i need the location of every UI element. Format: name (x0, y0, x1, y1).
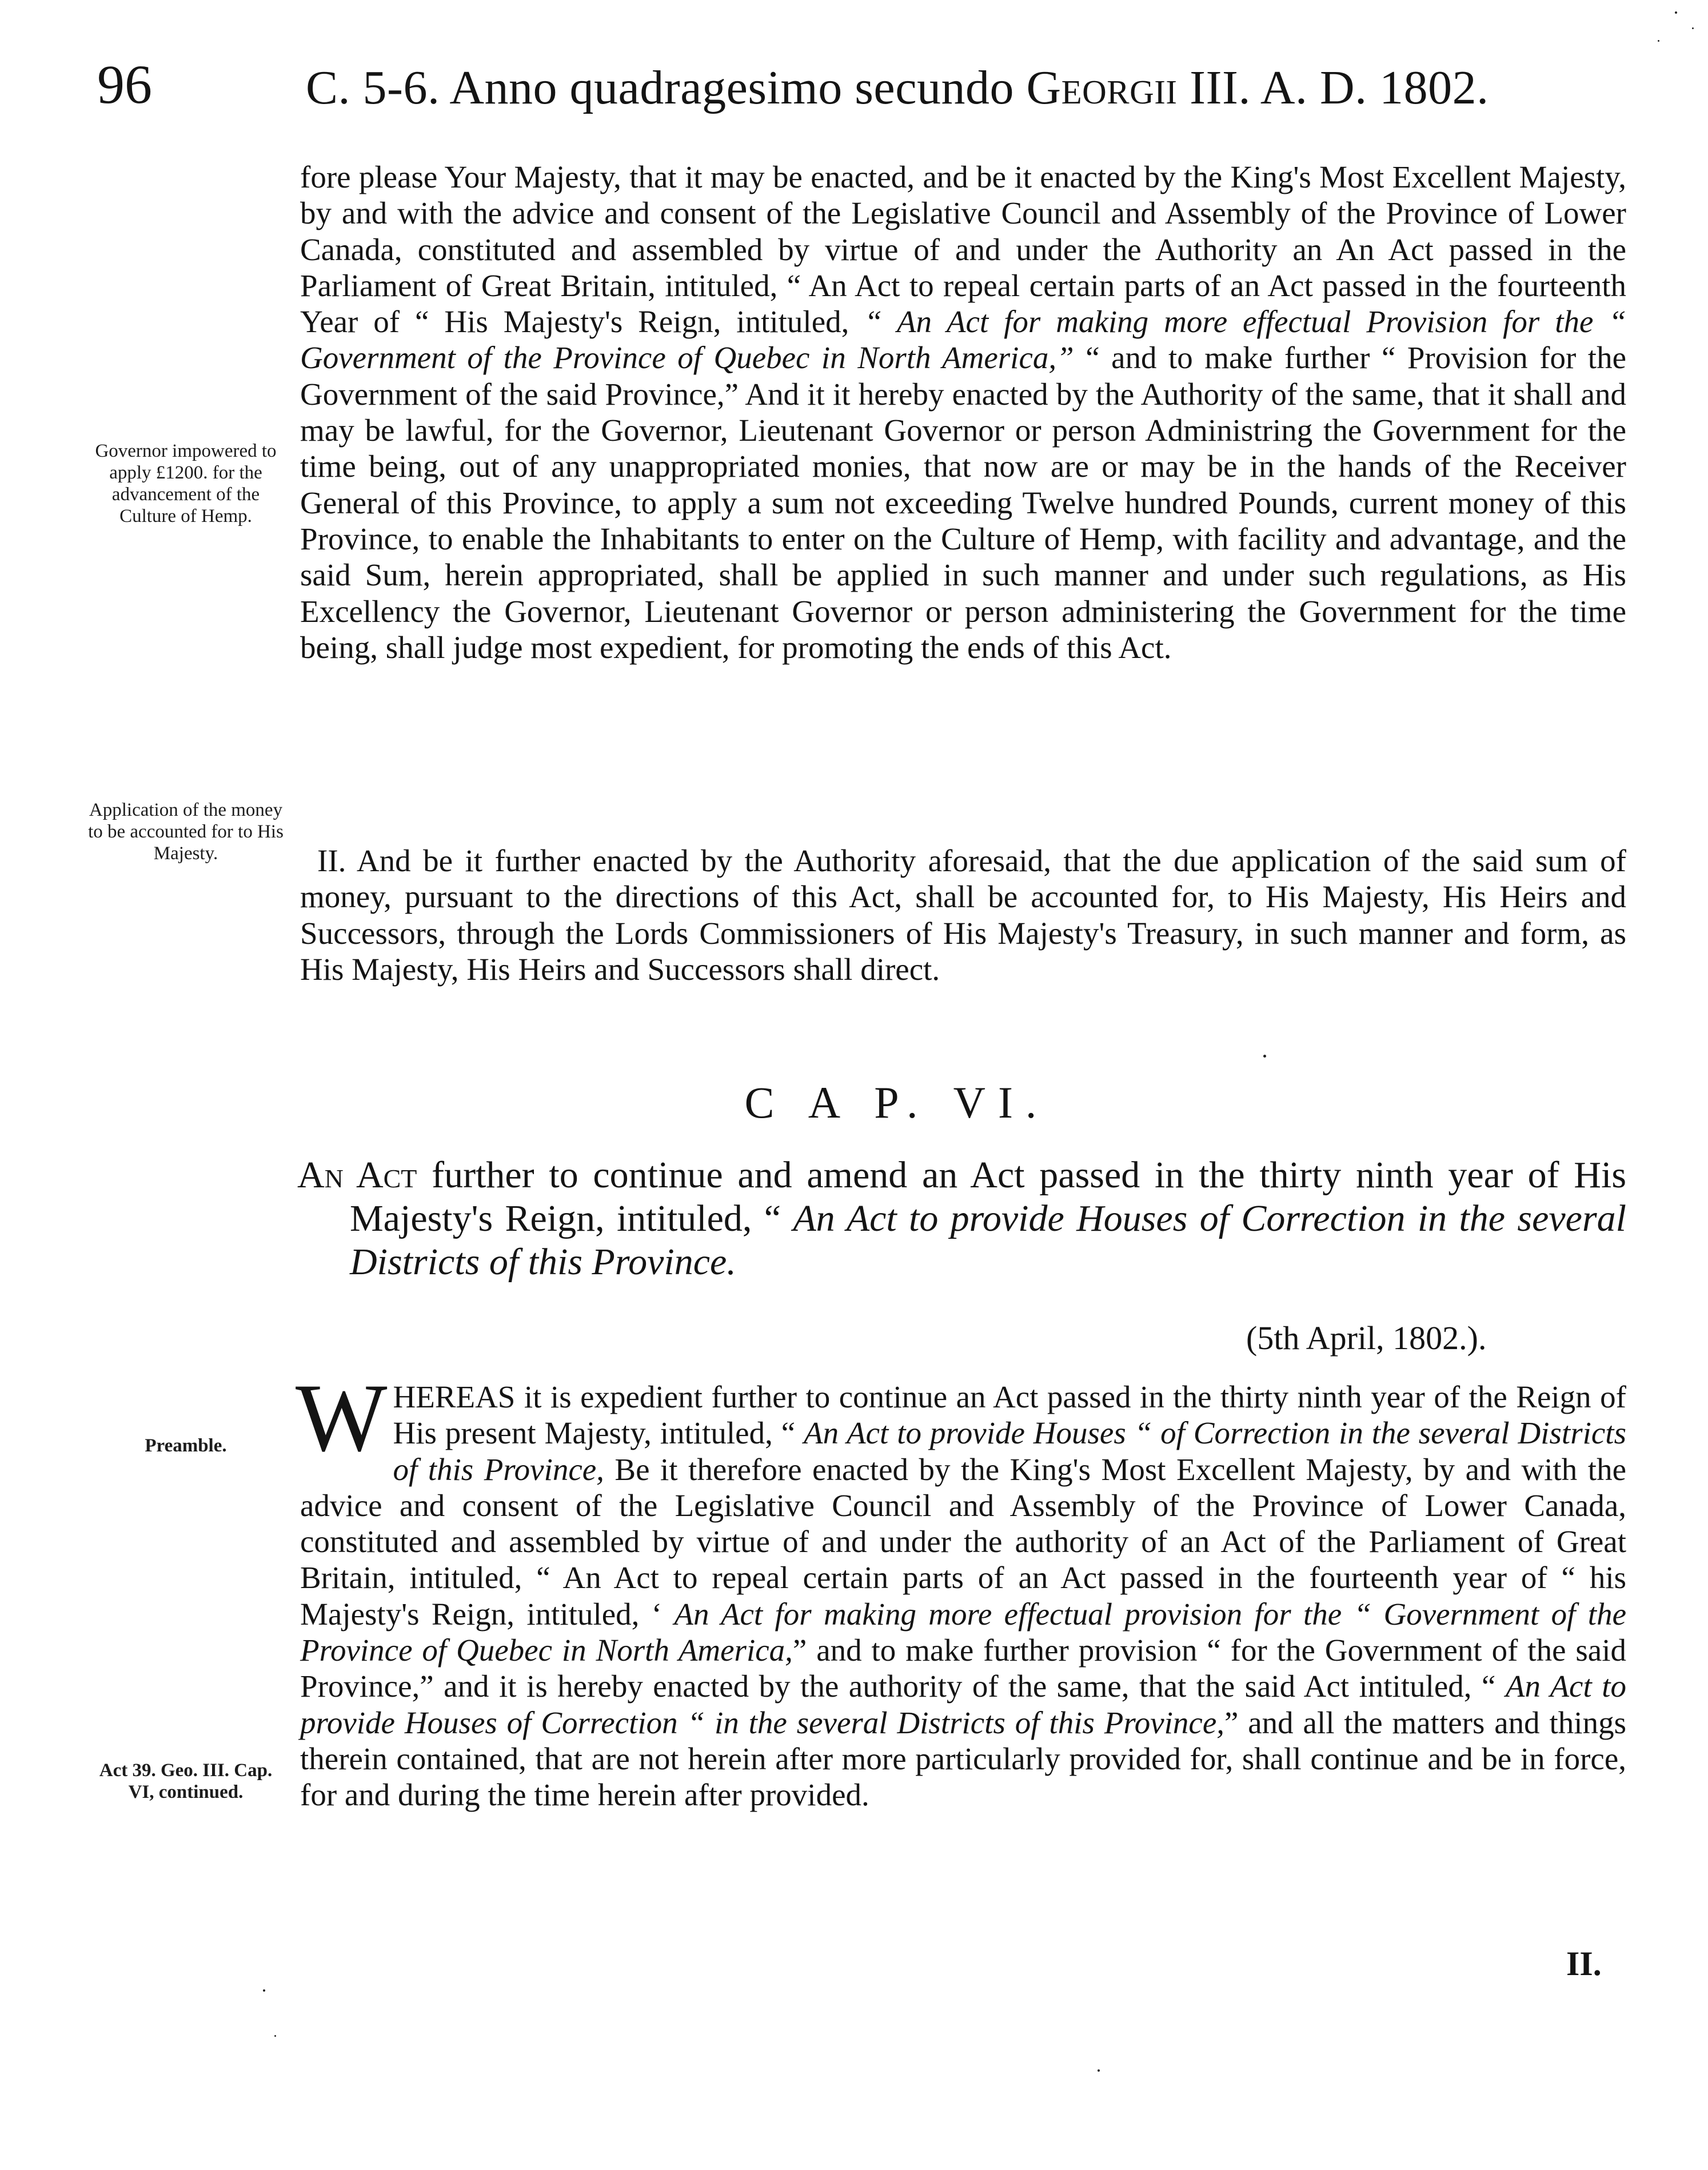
long-title-italic: An Act to provide Houses of Correction in the several Districts of this Province. (350, 1198, 1626, 1283)
side-note-application: Application of the money to be accounted for to His Majesty. (88, 800, 284, 864)
long-title-text: further to continue and amend an Act passed in the thirty ninth year of His Majesty's Reign, intituled, “ (350, 1154, 1626, 1239)
paragraph-3-text-b: Be it therefore enacted by the King's Most Excellent Majesty, by and with the advice and consent of the Legislative Council and Assembly of the Province of Lower Canada, constituted and assembled by virtue of and under the authority of an Act of the Parliament of Great Britain, intituled, “ An Act to repeal certain parts of an Act passed in the fourteenth year of “ his Majesty's Reign, intituled, ‘ (300, 1451, 1626, 1632)
paragraph-2-text: II. And be it further enacted by the Authority aforesaid, that the due application of the said sum of money, pursuant to the directions of this Act, shall be accounted for, to His Majesty, His Heirs and Successors, through the Lords Commissioners of His Majesty's Treasury, in such manner and form, as His Majesty, His Heirs and Successors shall direct. (300, 843, 1626, 987)
print-speck (1692, 27, 1694, 29)
paragraph-3-text-c: ” and to make further provision “ for the Government of the said Province,” and it is hereby enacted by the authority of the same, that the said Act intituled, “ (300, 1633, 1626, 1704)
print-speck (1098, 2069, 1100, 2072)
side-note-governor: Governor impowered to apply £1200. for the advancement of the Culture of Hemp. (95, 441, 277, 526)
paragraph-3-italic-a: An Act to provide Houses “ of Correction in the several Districts of this Province, (393, 1415, 1626, 1487)
running-head (306, 61, 1626, 114)
section-ii-paragraph (300, 843, 1626, 987)
paragraph-1-text: fore please Your Majesty, that it may be enacted, and be it enacted by the King's Most Excellent Majesty, by and with the advice and consent of the Legislative Council and Assembly of the Province of Lower Canada, constituted and assembled by virtue of and under the Authority an An Act passed in the Parliament of Great Britain, intituled, “ An Act to repeal certain parts of an Act passed in the fourteenth Year of “ His Majesty's Reign, intituled, (300, 159, 1626, 340)
side-note-preamble: Preamble. (145, 1435, 227, 1456)
print-speck (1658, 40, 1659, 42)
chapter-heading: C A P. VI. (744, 1078, 1049, 1127)
print-speck (1675, 11, 1677, 14)
act-long-title (297, 1154, 1626, 1284)
enacting-paragraph (300, 159, 1626, 665)
paragraph-3-italic-b: An Act for making more effectual provision for the “ Government of the Province of Quebec in North America, (300, 1596, 1627, 1668)
running-head-prefix: C. 5-6. Anno quadragesimo secundo (306, 61, 1027, 114)
catchword: II. (1566, 1945, 1602, 1982)
long-title-lead: An Act (297, 1154, 417, 1196)
running-head-king: Georgii (1026, 61, 1178, 114)
paragraph-1-cited-title: “ An Act for making more effectual Provision for the “ Government of the Province of Quebec in North America,” (300, 304, 1626, 376)
paragraph-3-text-d: ” and all the matters and things therein contained, that are not herein after more particularly provided for, shall continue and be in force, for and during the time herein after provided. (300, 1705, 1626, 1813)
running-head-suffix: III. A. D. 1802. (1177, 61, 1489, 114)
print-speck (1263, 1055, 1266, 1058)
print-speck (274, 2035, 276, 2037)
paragraph-3-italic-c: An Act to provide Houses of Correction “ in the several Districts of this Province, (300, 1669, 1626, 1740)
date-line: (5th April, 1802.). (1246, 1319, 1487, 1357)
page-number: 96 (97, 54, 152, 115)
print-speck (263, 1989, 265, 1992)
opening-caps: HEREAS (393, 1379, 516, 1414)
side-note-act-39: Act 39. Geo. III. Cap. VI, continued. (99, 1760, 273, 1802)
preamble-paragraph (296, 1364, 1627, 1813)
drop-cap: W (296, 1364, 388, 1471)
paragraph-1-continued: “ and to make further “ Provision for the Government of the said Province,” And it it hereby enacted by the Authority of the same, that it shall and may be lawful, for the Governor, Lieutenant Governor or person Administring the Government for the time being, out of any unappropriated monies, that now are or may be in the hands of the Receiver General of this Province, to apply a sum not exceeding Twelve hundred Pounds, current money of this Province, to enable the Inhabitants to enter on the Culture of Hemp, with facility and advantage, and the said Sum, herein appropriated, shall be applied in such manner and under such regulations, as His Excellency the Governor, Lieutenant Governor or person administering the Government for the time being, shall judge most expedient, for promoting the ends of this Act. (300, 340, 1627, 665)
paragraph-3-text-a: it is expedient further to continue an Act passed in the thirty ninth year of the Reign of His present Majesty, intituled, “ (393, 1379, 1626, 1451)
